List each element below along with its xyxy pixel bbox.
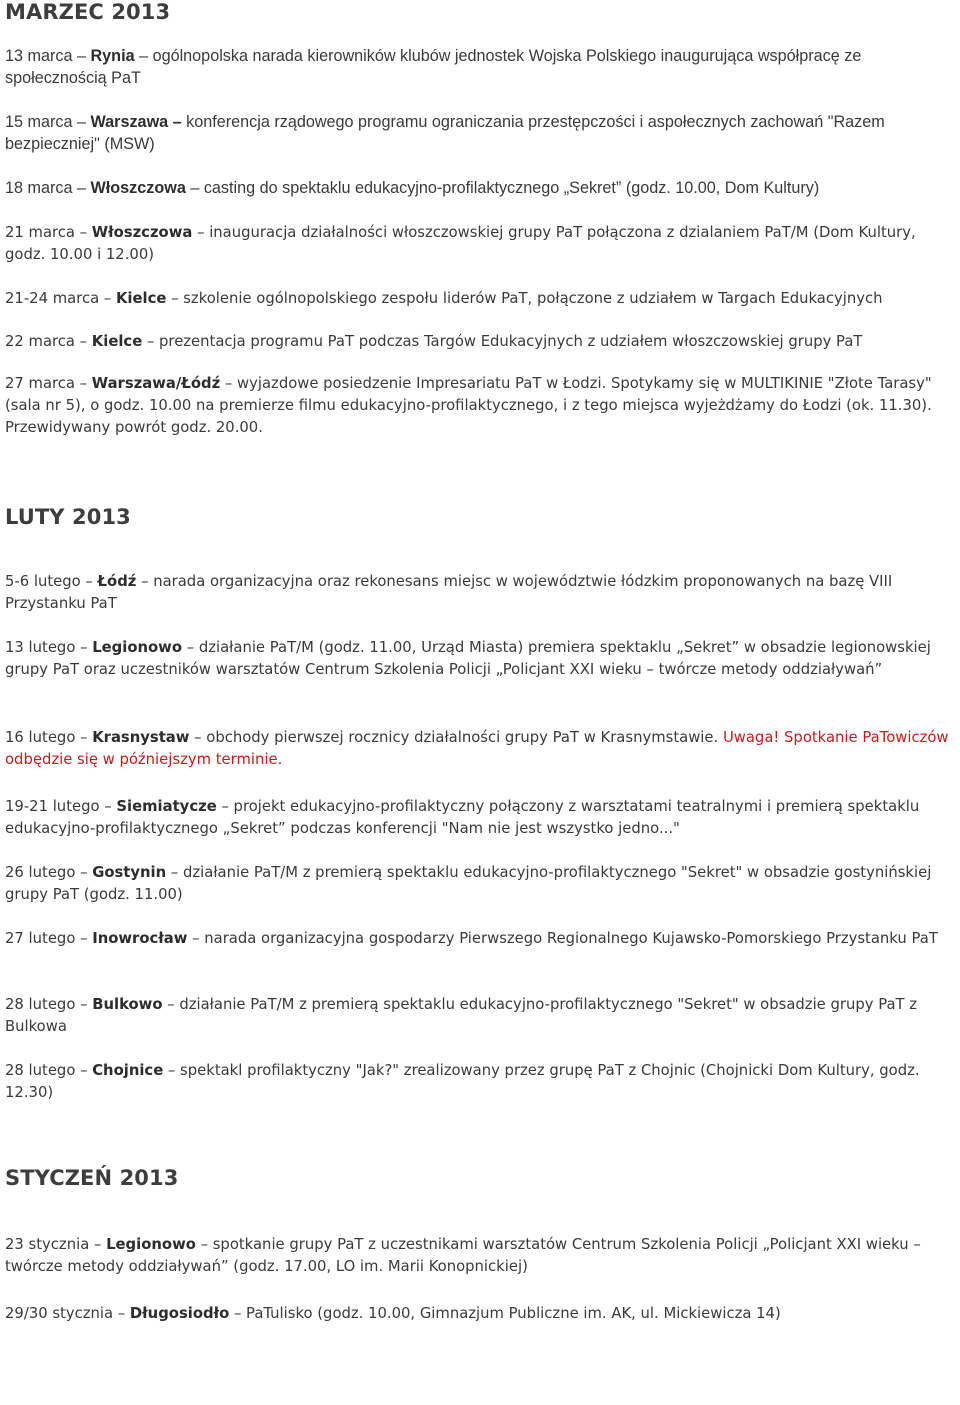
event-date: 15 marca – bbox=[5, 113, 91, 131]
list-item bbox=[5, 796, 957, 840]
event-date: 5-6 lutego – bbox=[5, 573, 98, 590]
list-item bbox=[5, 177, 957, 199]
list-item bbox=[5, 45, 957, 89]
event-place: Chojnice bbox=[92, 1062, 164, 1079]
event-place: Legionowo bbox=[106, 1236, 196, 1253]
list-item bbox=[5, 994, 957, 1038]
event-place: Krasnystaw bbox=[92, 729, 190, 746]
event-date: 29/30 stycznia – bbox=[5, 1305, 130, 1322]
event-place: Gostynin bbox=[92, 864, 167, 881]
event-description: – projekt edukacyjno-profilaktyczny połączony z warsztatami teatralnymi i premierą spektaklu edukacyjno-profilaktycznego „Sekret” podczas konferencji "Nam nie jest wszystko jedno..." bbox=[5, 798, 920, 837]
event-place: Siemiatycze bbox=[116, 798, 217, 815]
event-date: 21 marca – bbox=[5, 224, 92, 241]
event-description: – działanie PaT/M z premierą spektaklu edukacyjno-profilaktycznego "Sekret" w obsadzie grupy PaT z Bulkowa bbox=[5, 996, 918, 1035]
event-place: Rynia bbox=[90, 47, 135, 65]
event-place: Inowrocław bbox=[92, 930, 188, 947]
event-place: Kielce bbox=[115, 290, 167, 307]
event-description: – inauguracja działalności włoszczowskiej grupy PaT połączona z dzialaniem PaT/M (Dom Kultury, godz. 10.00 i 12.00) bbox=[5, 224, 916, 263]
event-warning-note: Uwaga! Spotkanie PaTowiczów odbędzie się w późniejszym terminie. bbox=[5, 729, 949, 768]
list-item bbox=[5, 1234, 957, 1278]
list-item bbox=[5, 1303, 957, 1325]
event-date: 13 marca – bbox=[5, 47, 91, 65]
list-item bbox=[5, 288, 957, 310]
event-description: – PaTulisko (godz. 10.00, Gimnazjum Publiczne im. AK, ul. Mickiewicza 14) bbox=[229, 1305, 781, 1322]
list-item bbox=[5, 862, 957, 906]
event-date: 28 lutego – bbox=[5, 996, 93, 1013]
list-item bbox=[5, 928, 957, 950]
event-description: – spektakl profilaktyczny "Jak?" zrealizowany przez grupę PaT z Chojnic (Chojnicki Dom Kultury, godz. 12.30) bbox=[5, 1062, 920, 1101]
event-place: Warszawa/Łódź bbox=[91, 375, 221, 392]
event-description: – obchody pierwszej rocznicy działalności grupy PaT w Krasnymstawie. bbox=[189, 729, 723, 746]
event-place: Włoszczowa bbox=[90, 179, 186, 197]
section-title-styczen: STYCZEŃ 2013 bbox=[5, 1166, 179, 1190]
event-date: 21-24 marca – bbox=[5, 290, 116, 307]
event-date: 19-21 lutego – bbox=[5, 798, 117, 815]
event-description: – ogólnopolska narada kierowników klubów jednostek Wojska Polskiego inaugurująca współpracę ze społecznością PaT bbox=[5, 47, 862, 87]
event-description: – spotkanie grupy PaT z uczestnikami warsztatów Centrum Szkolenia Policji „Policjant XXI wieku – twórcze metody oddziaływań” (godz. 17.00, LO im. Marii Konopnickiej) bbox=[5, 1236, 921, 1275]
event-date: 27 lutego – bbox=[5, 930, 93, 947]
list-item bbox=[5, 111, 957, 155]
event-description: – casting do spektaklu edukacyjno-profilaktycznego „Sekret” (godz. 10.00, Dom Kultury) bbox=[185, 179, 820, 197]
event-description: konferencja rządowego programu ograniczania przestępczości i aspołecznych zachowań "Razem bezpieczniej" (MSW) bbox=[5, 113, 885, 153]
event-date: 18 marca – bbox=[5, 179, 91, 197]
list-item bbox=[5, 373, 957, 439]
event-description: – szkolenie ogólnopolskiego zespołu liderów PaT, połączone z udziałem w Targach Edukacyjnych bbox=[166, 290, 883, 307]
event-date: 22 marca – bbox=[5, 333, 92, 350]
event-date: 16 lutego – bbox=[5, 729, 93, 746]
event-place: Długosiodło bbox=[129, 1305, 230, 1322]
section-title-luty: LUTY 2013 bbox=[5, 505, 131, 529]
section-title-marzec: MARZEC 2013 bbox=[5, 0, 171, 24]
event-description: – narada organizacyjna oraz rekonesans miejsc w województwie łódzkim proponowanych na bazę VIII Przystanku PaT bbox=[5, 573, 893, 612]
event-date: 13 lutego – bbox=[5, 639, 93, 656]
event-description: – działanie PaT/M z premierą spektaklu edukacyjno-profilaktycznego "Sekret" w obsadzie gostynińskiej grupy PaT (godz. 11.00) bbox=[5, 864, 932, 903]
event-date: 28 lutego – bbox=[5, 1062, 93, 1079]
event-description: – prezentacja programu PaT podczas Targów Edukacyjnych z udziałem włoszczowskiej grupy PaT bbox=[142, 333, 863, 350]
event-date: 27 marca – bbox=[5, 375, 92, 392]
event-place: Łódź bbox=[97, 573, 137, 590]
list-item bbox=[5, 222, 957, 266]
event-place: Legionowo bbox=[92, 639, 183, 656]
event-description: – narada organizacyjna gospodarzy Pierwszego Regionalnego Kujawsko-Pomorskiego Przystanku PaT bbox=[187, 930, 938, 947]
event-place: Warszawa – bbox=[90, 113, 182, 131]
event-date: 26 lutego – bbox=[5, 864, 93, 881]
event-description: – wyjazdowe posiedzenie Impresariatu PaT w Łodzi. Spotykamy się w MULTIKINIE "Złote Tarasy" (sala nr 5), o godz. 10.00 na premierze filmu edukacyjno-profilaktycznego, i z tego miejsca wyjeżdżamy do Łodzi (ok. 11.30). Przewidywany powrót godz. 20.00. bbox=[5, 375, 932, 436]
list-item bbox=[5, 1060, 957, 1104]
event-date: 23 stycznia – bbox=[5, 1236, 107, 1253]
event-place: Bulkowo bbox=[92, 996, 163, 1013]
list-item bbox=[5, 727, 957, 771]
list-item bbox=[5, 571, 957, 615]
list-item bbox=[5, 637, 957, 681]
event-place: Włoszczowa bbox=[91, 224, 193, 241]
list-item bbox=[5, 331, 957, 353]
event-description: – działanie PaT/M (godz. 11.00, Urząd Miasta) premiera spektaklu „Sekret” w obsadzie legionowskiej grupy PaT oraz uczestników warsztatów Centrum Szkolenia Policji „Policjant XXI wieku – twórcze metody oddziaływań” bbox=[5, 639, 931, 678]
event-place: Kielce bbox=[91, 333, 143, 350]
